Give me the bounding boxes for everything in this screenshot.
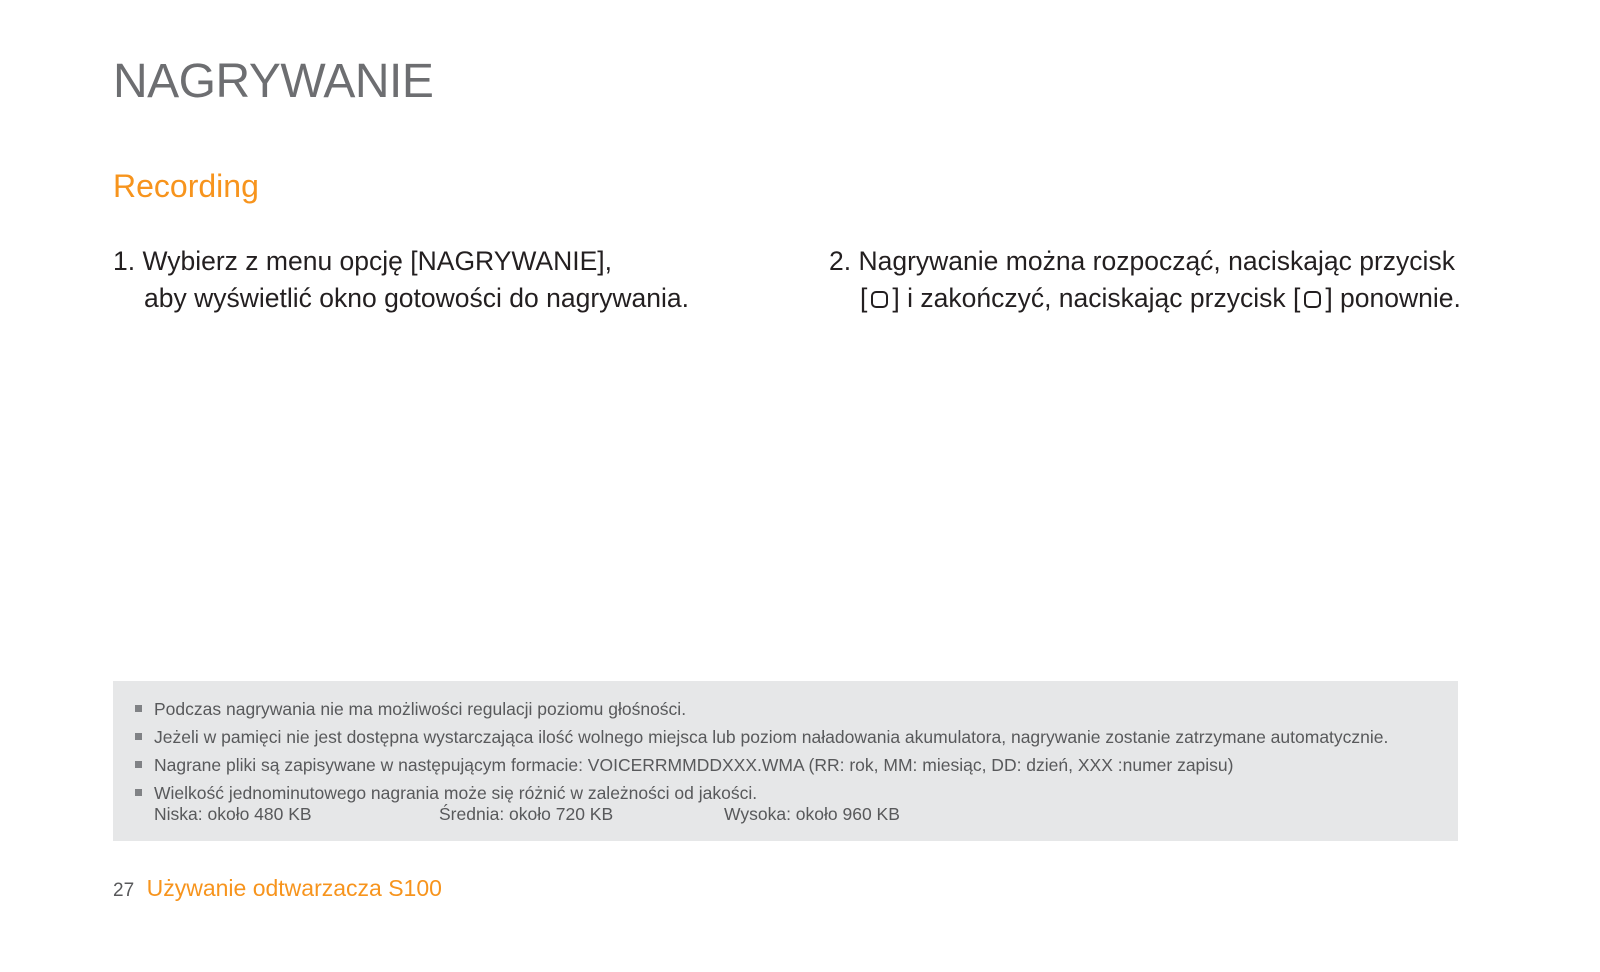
step-1 (113, 243, 753, 316)
note-item (135, 725, 1458, 749)
square-bullet-icon (135, 761, 142, 768)
square-bullet-icon (135, 733, 142, 740)
step-2-line-2-end: ] ponownie. (1325, 282, 1461, 313)
page-title: NAGRYWANIE (113, 55, 434, 108)
note-item (135, 697, 1458, 721)
quality-low: Niska: około 480 KB (154, 804, 312, 824)
step-2-line-2-middle: ] i zakończyć, naciskając przycisk [ (892, 282, 1301, 313)
note-text: Wielkość jednominutowego nagrania może się różnić w zależności od jakości. (154, 783, 758, 803)
quality-medium: Średnia: około 720 KB (439, 804, 614, 824)
note-text: Podczas nagrywania nie ma możliwości regulacji poziomu głośności. (154, 699, 687, 719)
note-item (135, 781, 1458, 825)
quality-sizes (154, 803, 1458, 825)
quality-high: Wysoka: około 960 KB (724, 804, 900, 824)
step-2-line-1: 2. Nagrywanie można rozpocząć, naciskając przycisk (829, 246, 1455, 276)
square-bullet-icon (135, 705, 142, 712)
square-bullet-icon (135, 789, 142, 796)
footer-title: Używanie odtwarzacza S100 (146, 875, 442, 901)
page-footer (113, 875, 442, 902)
step-1-line-1: 1. Wybierz z menu opcję [NAGRYWANIE], (113, 246, 612, 276)
record-button-icon (1304, 291, 1321, 308)
record-button-icon (871, 291, 888, 308)
step-2-bracket-open: [ (860, 282, 868, 313)
note-text: Nagrane pliki są zapisywane w następującym formacie: VOICERRMMDDXXX.WMA (RR: rok, MM: miesiąc, DD: dzień, XXX :numer zapisu) (154, 755, 1234, 775)
page-number: 27 (113, 880, 135, 901)
note-text: Jeżeli w pamięci nie jest dostępna wystarczająca ilość wolnego miejsca lub poziom naładowania akumulatora, nagrywanie zostanie zatrzymane automatycznie. (154, 727, 1389, 747)
step-2 (829, 243, 1529, 316)
step-1-line-2: aby wyświetlić okno gotowości do nagrywania. (144, 282, 689, 313)
notes-box (113, 681, 1458, 841)
section-title: Recording (113, 168, 259, 204)
step-2-line-2 (829, 280, 1529, 317)
note-item (135, 753, 1458, 777)
